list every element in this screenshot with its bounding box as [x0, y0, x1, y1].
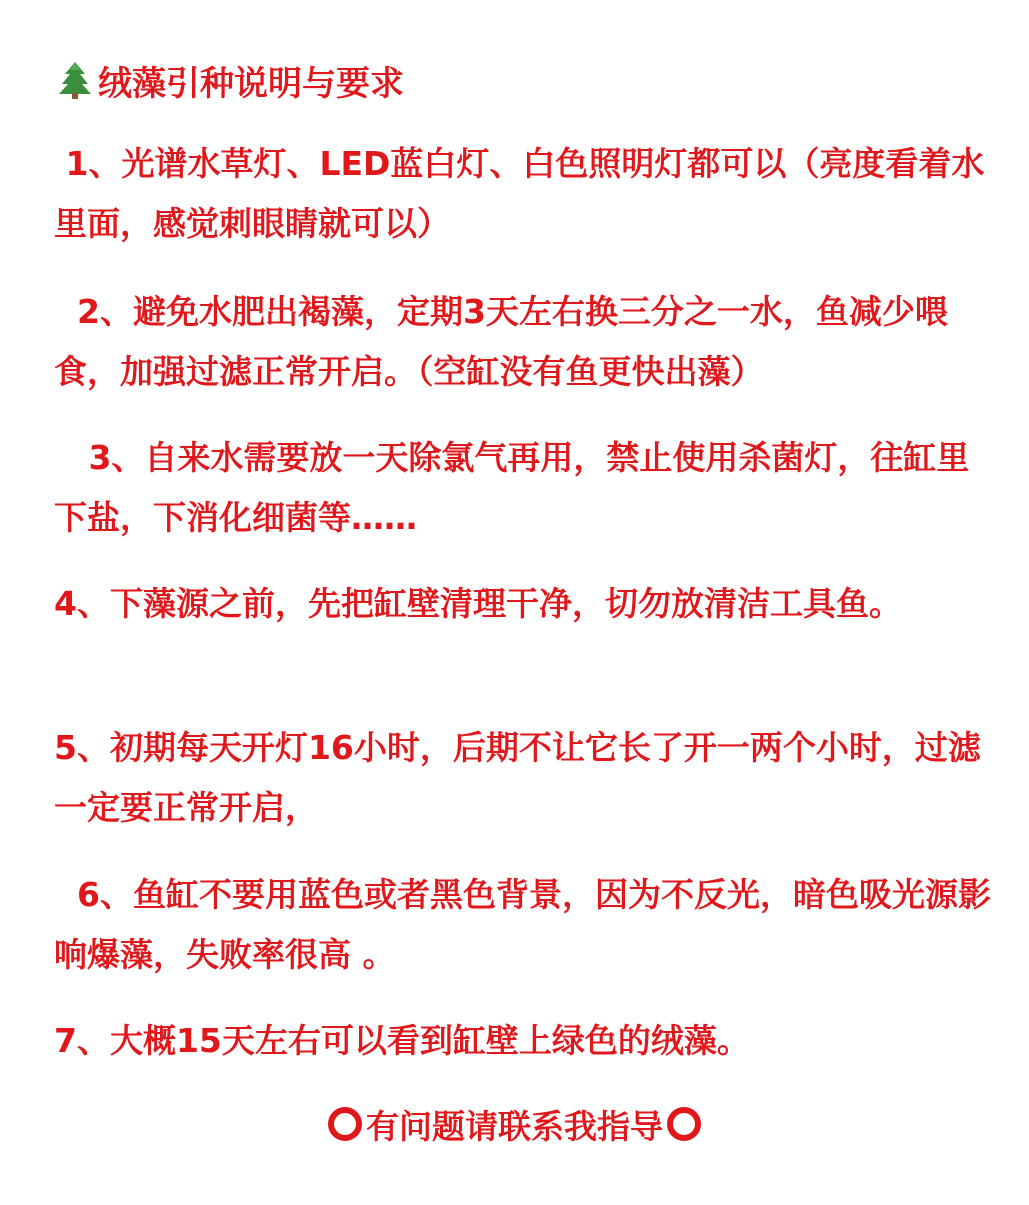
contact-footer-text: 有问题请联系我指导 [366, 1106, 663, 1146]
instruction-item-3: 3、自来水需要放一天除氯气再用，禁止使用杀菌灯，往缸里下盐，下消化细菌等…… [54, 438, 970, 537]
instruction-item-2: 2、避免水肥出褐藻，定期3天左右换三分之一水，鱼减少喂食，加强过滤正常开启。（空缸没有鱼更快出藻） [54, 292, 948, 391]
page-title-text: 绒藻引种说明与要求 [98, 63, 404, 104]
page-title [56, 58, 404, 102]
instruction-item-5: 5、初期每天开灯16小时，后期不让它长了开一两个小时，过滤一定要正常开启， [54, 728, 981, 827]
instruction-item-4: 4、下藻源之前，先把缸壁清理干净，切勿放清洁工具鱼。 [54, 584, 902, 623]
christmas-tree-icon [56, 60, 94, 100]
instruction-item-1: 1、光谱水草灯、LED蓝白灯、白色照明灯都可以（亮度看着水里面，感觉刺眼睛就可以） [54, 144, 985, 243]
red-circle-icon [665, 1105, 703, 1143]
contact-footer [0, 1100, 1029, 1148]
instruction-item-6: 6、鱼缸不要用蓝色或者黑色背景，因为不反光，暗色吸光源影响爆藻，失败率很高 。 [54, 875, 991, 974]
instruction-item-7: 7、大概15天左右可以看到缸壁上绿色的绒藻。 [54, 1021, 750, 1060]
red-circle-icon [326, 1105, 364, 1143]
